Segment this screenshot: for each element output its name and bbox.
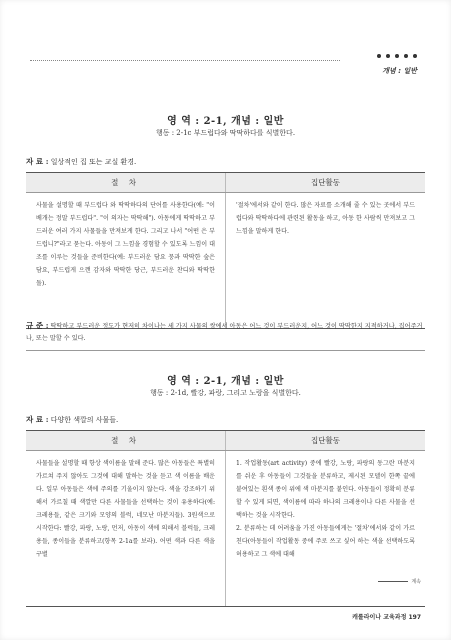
section1-rule — [26, 320, 425, 345]
section1-group-paragraph: '절차'에서와 같이 한다. 많은 자료를 소개해 줄 수 있는 곳에서 부드럽다와 딱딱하다에 관련된 활동을 하고, 아동 한 사람씩 만져보고 그 느낌을 말하게 한다. — [236, 202, 415, 235]
section2-group-paragraph-1: 1. 작업활동(art activity) 중에 빨강, 노랑, 파랑의 동그란 마분지를 쉬운 후 아동들이 그것들을 분류하고, 제시된 모델이 한쪽 끝에 붙여있는 흰색 종이 위에 색 마분지를 붙인다. 아동들이 정확히 분류할 수 있게 되면, 색이름에 따라 하나의 크레용이나 다른 사물을 선택하는 것을 시작한다. — [236, 460, 415, 519]
section-divider — [26, 350, 425, 351]
section2-procedure-paragraph: 사물들을 설명할 때 항상 색이름을 말해 준다. 많은 아동들은 특별히 가르쳐 주지 않아도 그것에 대해 말하는 것을 듣고 색 이름을 배운다. 일부 아동들은 색에 주의를 기울이지 않는다. 색을 강조하기 위해서 가르칠 때 색깔만 다른 사물들을 선택하는 것이 유용하다(예: 크레용들, 같은 크기와 모양의 블럭, 네모난 마분지들). 3원색으로 시작한다: 빨강, 파랑, 노랑, 먼저, 아동이 색에 의해서 블럭들, 크레용들, 종이들을 분류하고(항목 2-1a를 보라). 어떤 색과 다른 색을 구별 — [36, 460, 215, 558]
continued-dash — [378, 581, 408, 582]
section2-procedure-text — [26, 451, 225, 606]
section1-table — [26, 172, 425, 329]
continued-label: 계속 — [411, 579, 421, 585]
section2-table-body — [26, 451, 425, 606]
section1-procedure-paragraph: 사물을 설명할 때 부드럽다 와 딱딱하다의 단어를 사용한다(예: "이 베개는 정말 부드럽다". "이 의자는 딱딱해"). 아동에게 딱딱하고 부드러운 여러 가지 사물들을 만져보게 한다. 그리고 나서 "어떤 은 부드럽니?"라고 묻는다. 아동이 그 느낌을 경험할 수 있도록 느낌이 대조를 이루는 것들을 준비한다(예: 부드러운 담요 뭉과 딱딱한 숲은 담요, 부드럽게 으깬 감자와 딱딱한 당근, 부드러운 찬디와 딱딱한 돌). — [36, 202, 215, 287]
header-topic: 개념 : 일반 — [382, 67, 417, 75]
section1-table-body — [26, 193, 425, 328]
section2-material — [26, 414, 118, 425]
header-dot-ornament — [377, 54, 417, 58]
page-footer: 캐롤라이나 교육과정 197 — [352, 614, 421, 621]
section1-behavior: 행동 : 2-1c 부드럽다와 딱딱하다를 식별한다. — [155, 129, 296, 137]
section1-group-text — [225, 193, 425, 328]
section1-material-label: 자 료 : — [26, 157, 49, 166]
section2-table-header — [26, 431, 425, 451]
section1-heading: 영 역 : 2-1, 개념 : 일반 — [167, 116, 284, 127]
section2-material-label: 자 료 : — [26, 415, 49, 424]
section1-table-header — [26, 173, 425, 193]
section1-material-text: 일상적인 집 또는 교실 환경. — [50, 158, 137, 166]
continued-marker — [378, 578, 421, 585]
section2-col-group: 집단활동 — [225, 431, 425, 450]
section1-rule-text: 딱딱하고 부드러운 정도가 현저히 차이나는 세 가지 사물의 쌍에서 아동은 어느 것이 부드러운지, 어느 것이 딱딱한지 지적하거나, 집어주거나, 또는 말할 수 있다. — [26, 323, 423, 342]
section2-material-text: 다양한 색깔의 사물들. — [50, 416, 119, 424]
section2-group-paragraph-2: 2. 분류하는 데 어려움을 가진 아동들에게는 '절차'에서와 같이 가르친다(아동들이 작업활동 중에 주로 쓰고 싶어 하는 색을 선택하도록 허용하고 그 색에 대해 — [236, 525, 415, 558]
section1-procedure-text — [26, 193, 225, 328]
section1-col-group: 집단활동 — [225, 173, 425, 192]
section1-material — [26, 156, 136, 167]
section1-col-procedure: 절 차 — [111, 178, 140, 187]
section2-table — [26, 430, 425, 607]
section1-rule-label: 규 준 : — [26, 321, 49, 330]
section2-behavior: 행동 : 2-1d, 빨강, 파랑, 그리고 노랑을 식별한다. — [150, 389, 301, 397]
section2-col-procedure: 절 차 — [111, 436, 140, 445]
section2-heading: 영 역 : 2-1, 개념 : 일반 — [167, 376, 284, 387]
header-dotted-rule — [30, 60, 340, 61]
